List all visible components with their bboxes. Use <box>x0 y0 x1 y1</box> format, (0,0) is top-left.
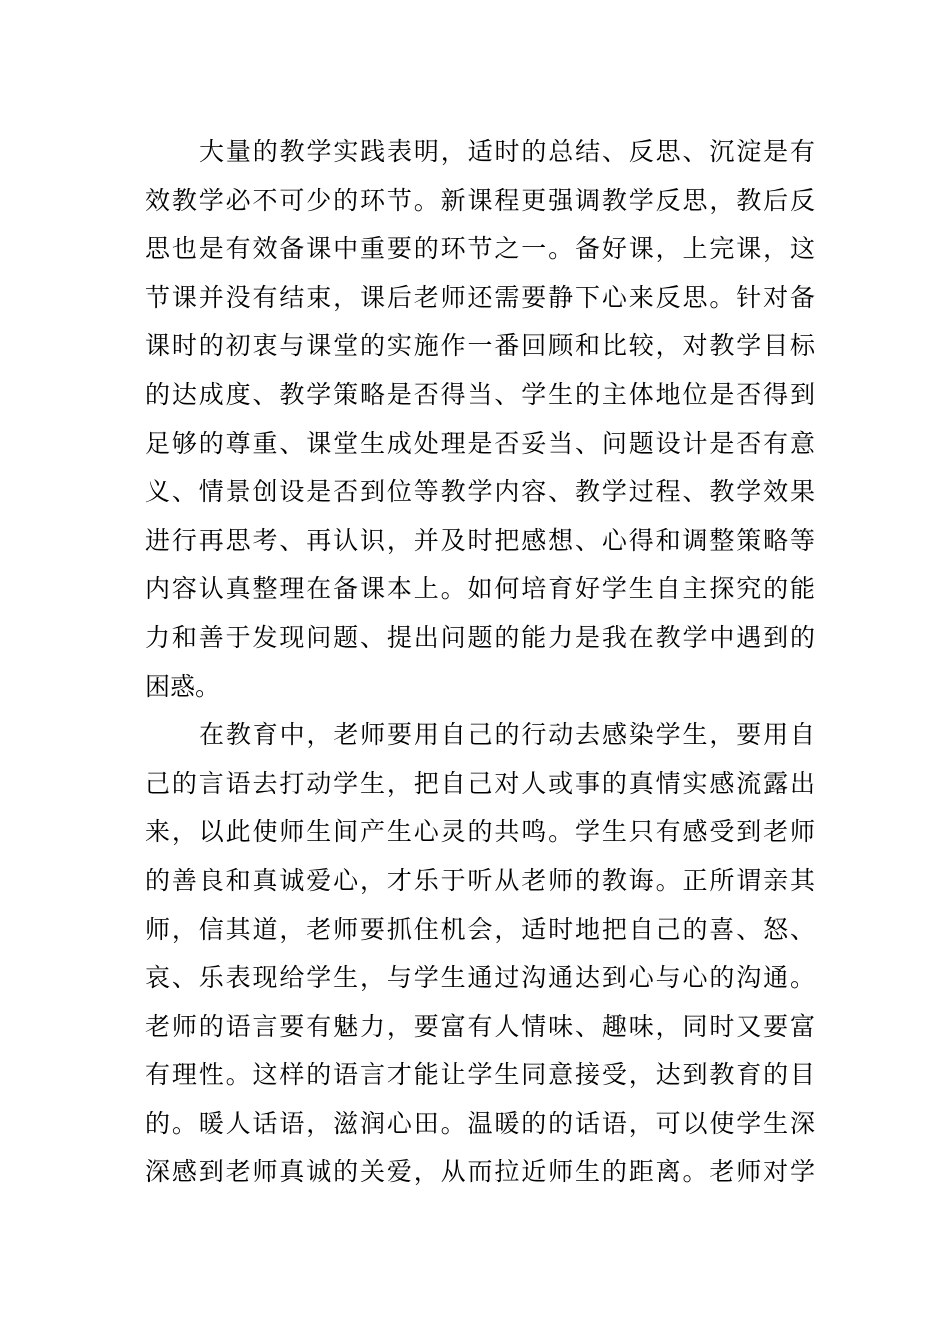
paragraph-line: 的。暖人话语，滋润心田。温暖的的话语，可以使学生深 <box>145 1108 815 1138</box>
paragraph-line: 在教育中，老师要用自己的行动去感染学生，要用自 <box>199 720 815 750</box>
paragraph-line: 老师的语言要有魅力，要富有人情味、趣味，同时又要富 <box>145 1011 815 1041</box>
paragraph-line: 大量的教学实践表明，适时的总结、反思、沉淀是有 <box>199 137 815 166</box>
paragraph-line: 哀、乐表现给学生，与学生通过沟通达到心与心的沟通。 <box>145 963 815 993</box>
paragraph-line: 力和善于发现问题、提出问题的能力是我在教学中遇到的 <box>145 622 815 652</box>
paragraph-line: 课时的初衷与课堂的实施作一番回顾和比较，对教学目标 <box>145 331 815 361</box>
paragraph-line: 思也是有效备课中重要的环节之一。备好课，上完课，这 <box>145 234 815 264</box>
paragraph-line: 的善良和真诚爱心，才乐于听从老师的教诲。正所谓亲其 <box>145 865 815 895</box>
paragraph-line: 进行再思考、再认识，并及时把感想、心得和调整策略等 <box>145 525 815 555</box>
paragraph-line: 的达成度、教学策略是否得当、学生的主体地位是否得到 <box>145 379 815 409</box>
body-text <box>145 128 815 1197</box>
paragraph-2 <box>145 711 815 1197</box>
paragraph-line: 来，以此使师生间产生心灵的共鸣。学生只有感受到老师 <box>145 817 815 847</box>
paragraph-line: 师，信其道，老师要抓住机会，适时地把自己的喜、怒、 <box>145 914 815 944</box>
paragraph-line: 足够的尊重、课堂生成处理是否妥当、问题设计是否有意 <box>145 428 815 458</box>
paragraph-line: 内容认真整理在备课本上。如何培育好学生自主探究的能 <box>145 574 815 604</box>
paragraph-1 <box>145 128 815 711</box>
paragraph-line: 义、情景创设是否到位等教学内容、教学过程、教学效果 <box>145 477 815 507</box>
paragraph-line: 节课并没有结束，课后老师还需要静下心来反思。针对备 <box>145 282 815 312</box>
paragraph-line: 有理性。这样的语言才能让学生同意接受，达到教育的目 <box>145 1060 815 1090</box>
paragraph-line: 困惑。 <box>145 671 221 701</box>
paragraph-line: 深感到老师真诚的关爱，从而拉近师生的距离。老师对学 <box>145 1157 815 1187</box>
paragraph-line: 己的言语去打动学生，把自己对人或事的真情实感流露出 <box>145 768 815 798</box>
paragraph-line: 效教学必不可少的环节。新课程更强调教学反思，教后反 <box>145 185 815 215</box>
